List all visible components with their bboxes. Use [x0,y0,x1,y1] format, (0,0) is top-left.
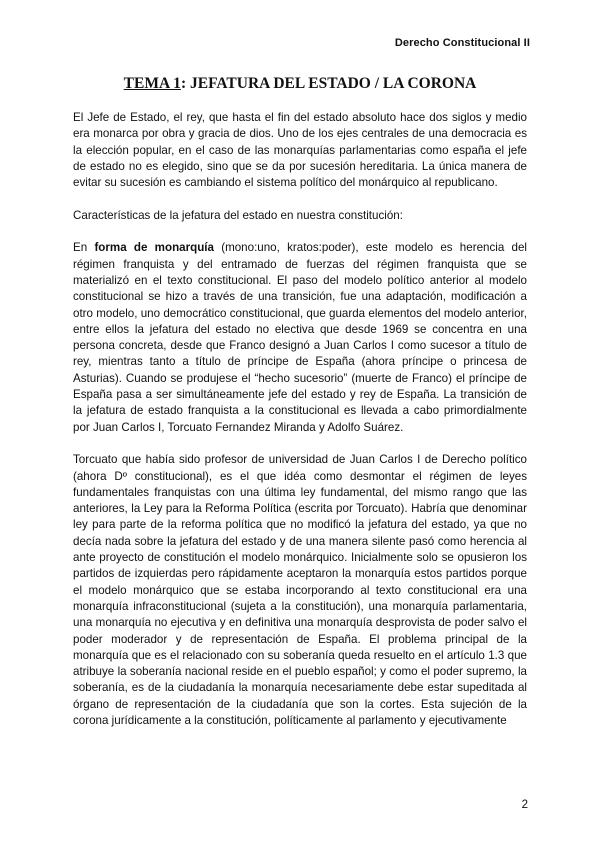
running-header: Derecho Constitucional II [394,37,530,49]
topic-number: TEMA 1 [123,75,181,92]
body-text [73,110,527,729]
paragraph-lead: En [73,241,95,255]
paragraph-torcuato: Torcuato que había sido profesor de universidad de Juan Carlos I de Derecho político (ahora Dº constitucional), es el que idéa como desmontar el régimen de leyes fundamentales franquistas con una última ley fundamental, del mismo rango que las anteriores, la Ley para la Reforma Política (escrita por Torcuato). Habría que denominar ley para parte de la reforma política que no modificó la jefatura del estado, ya que no decía nada sobre la jefatura del estado y de una manera silente pasó como herencia al ante proyecto de constitución el modelo monárquico. Inicialmente solo se opusieron los partidos de izquierdas pero rápidamente aceptaron la monarquía estos partidos porque el modelo monárquico que se estaba incorporando al texto constitucional era una monarquía infraconstitucional (sujeta a la constitución), una monarquía parlamentaria, una monarquía no ejecutiva y en definitiva una monarquía desprovista de poder salvo el poder moderador y de representación de España. El problema principal de la monarquía que es el relacionado con su soberanía queda resuelto en el artículo 1.3 que atribuye la soberanía nacional reside en el pueblo español; y como el poder supremo, la soberanía, es de la ciudadanía la monarquía necesariamente debe estar supeditada al órgano de representación de la ciudadanía que son la cortes. Esta sujeción de la corona jurídicamente a la constitución, políticamente al parlamento y ejecutivamente [73,453,527,727]
paragraph-characteristics: Características de la jefatura del estado en nuestra constitución: [73,208,403,222]
topic-title: : JEFATURA DEL ESTADO / LA CORONA [180,75,477,92]
page-title [0,75,600,93]
page-number: 2 [521,799,528,811]
paragraph-monarchy-form [73,240,527,436]
paragraph-intro: El Jefe de Estado, el rey, que hasta el fin del estado absoluto hace dos siglos y medio era monarca por obra y gracia de dios. Uno de los ejes centrales de una democracia es la elección popular, en el caso de las monarquías parlamentarias como españa el jefe de estado no es elegido, sino que se da por sucesión hereditaria. La única manera de evitar su sucesión es cambiando el sistema político del monárquico al republicano. [73,111,527,190]
bold-term: forma de monarquía [94,241,214,255]
paragraph-rest: (mono:uno, kratos:poder), este modelo es herencia del régimen franquista y del entramado de fuerzas del régimen franquista que se materializó en el texto constitucional. El paso del modelo político anterior al modelo constitucional se hizo a través de una transición, fue una adaptación, modificación a otro modelo, uno democrático constitucional, que guarda elementos del modelo anterior, entre ellos la jefatura del estado no electiva que desde 1969 se concentra en una persona concreta, desde que Franco designó a Juan Carlos I como sucesor a título de rey, mientras tanto a título de príncipe de España (ahora príncipe o princesa de Asturias). Cuando se produjese el “hecho sucesorio” (muerte de Franco) el príncipe de España pasa a ser simultáneamente jefe del estado y rey de España. La transición de la jefatura de estado franquista a la constitucional es llevada a cabo primordialmente por Juan Carlos I, Torcuato Fernandez Miranda y Adolfo Suárez. [73,241,528,434]
